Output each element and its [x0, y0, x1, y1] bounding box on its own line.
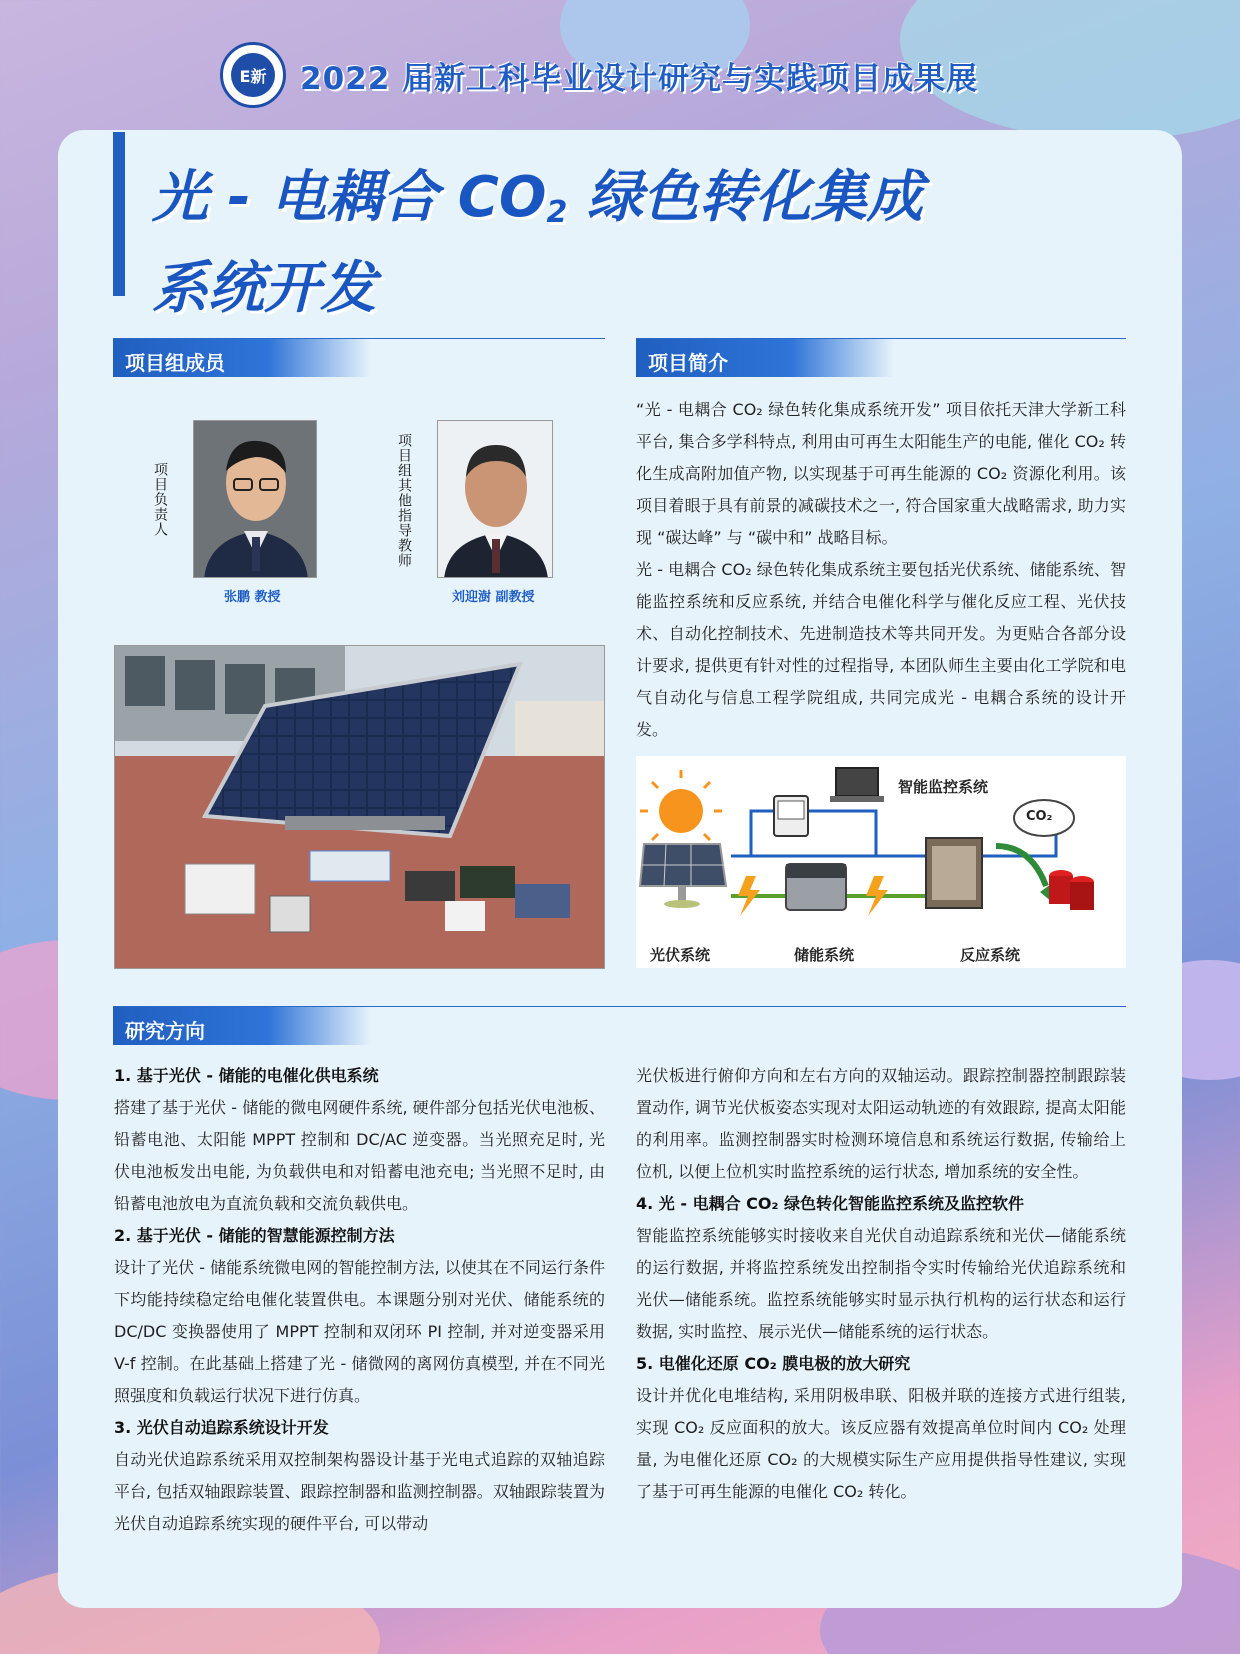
advisor-name-caption: 刘迎澍 副教授: [452, 590, 535, 605]
research-item-title: 4. 光 - 电耦合 CO₂ 绿色转化智能监控系统及监控软件: [636, 1194, 1025, 1213]
title-part1: 光 - 电耦合 CO: [152, 165, 547, 230]
reactor-icon: [926, 838, 982, 908]
intro-heading: 项目简介: [636, 339, 894, 377]
laptop-icon: [830, 768, 884, 802]
intro-text: [636, 394, 1126, 746]
solar-installation-photo: [114, 645, 605, 969]
research-item-title: 1. 基于光伏 - 储能的电催化供电系统: [114, 1066, 379, 1085]
research-item-body: 设计并优化电堆结构, 采用阴极串联、阳极并联的连接方式进行组装, 实现 CO₂ 反应面积的放大。该反应器有效提高单位时间内 CO₂ 处理量, 为电催化还原 CO₂ 的大规模实际生产应用提供指导性建议, 实现了基于可再生能源的电催化 CO₂ 转化。: [636, 1386, 1126, 1501]
advisor-portrait: [437, 420, 553, 578]
members-heading: 项目组成员: [113, 339, 371, 377]
research-item-title: 2. 基于光伏 - 储能的智慧能源控制方法: [114, 1226, 395, 1245]
research-item-body: 光伏板进行俯仰方向和左右方向的双轴运动。跟踪控制器控制跟踪装置动作, 调节光伏板姿态实现对太阳运动轨迹的有效跟踪, 提高太阳能的利用率。监测控制器实时检测环境信息和系统运行数据, 传输给上位机, 以便上位机实时监控系统的运行状态, 增加系统的安全性。: [636, 1066, 1126, 1181]
monitor-system-label: 智能监控系统: [898, 778, 989, 796]
research-column-right: [636, 1060, 1126, 1508]
research-item-title: 5. 电催化还原 CO₂ 膜电极的放大研究: [636, 1354, 911, 1373]
project-title: [152, 160, 1052, 327]
research-column-left: [114, 1060, 605, 1540]
solar-panel-icon: [640, 844, 726, 908]
new-engineering-logo: [220, 42, 286, 108]
leader-portrait: [193, 420, 317, 578]
leader-name-caption: 张鹏 教授: [224, 590, 281, 605]
research-heading: 研究方向: [113, 1007, 371, 1045]
research-item-title: 3. 光伏自动追踪系统设计开发: [114, 1418, 329, 1437]
research-section-header: [113, 1006, 1126, 1046]
sun-icon: [640, 770, 722, 852]
logo-mark: E新: [231, 53, 275, 97]
leader-role-label: 项目负责人: [152, 462, 168, 537]
co2-cloud-label: CO₂: [1026, 809, 1053, 824]
barrels-icon: [1049, 870, 1094, 910]
exhibition-title: 2022 届新工科毕业设计研究与实践项目成果展: [300, 60, 979, 97]
title-sub: 2: [546, 195, 568, 230]
members-section-header: [113, 338, 605, 378]
research-item-body: 自动光伏追踪系统采用双控制架构器设计基于光电式追踪的双轴追踪平台, 包括双轴跟踪装置、跟踪控制器和监测控制器。双轴跟踪装置为光伏自动追踪系统实现的硬件平台, 可以带动: [114, 1450, 605, 1533]
monitor-icon: [774, 796, 808, 836]
battery-icon: [786, 864, 846, 910]
intro-paragraph: “光 - 电耦合 CO₂ 绿色转化集成系统开发” 项目依托天津大学新工科平台, 集合多学科特点, 利用由可再生太阳能生产的电能, 催化 CO₂ 转化生成高附加值产物, 以实现基于可再生能源的 CO₂ 资源化利用。该项目着眼于具有前景的减碳技术之一, 符合国家重大战略需求, 助力实现 “碳达峰” 与 “碳中和” 战略目标。: [636, 400, 1126, 547]
research-item-body: 设计了光伏 - 储能系统微电网的智能控制方法, 以使其在不同运行条件下均能持续稳定给电催化装置供电。本课题分别对光伏、储能系统的 DC/DC 变换器使用了 MPPT 控制和双闭环 PI 控制, 并对逆变器采用 V-f 控制。在此基础上搭建了光 - 储微网的离网仿真模型, 并在不同光照强度和负载运行状况下进行仿真。: [114, 1258, 605, 1405]
research-item-body: 智能监控系统能够实时接收来自光伏自动追踪系统和光伏—储能系统的运行数据, 并将监控系统发出控制指令实时传输给光伏追踪系统和光伏—储能系统。监控系统能够实时显示执行机构的运行状态和运行数据, 实时监控、展示光伏—储能系统的运行状态。: [636, 1226, 1126, 1341]
research-item-body: 搭建了基于光伏 - 储能的微电网硬件系统, 硬件部分包括光伏电池板、铅蓄电池、太阳能 MPPT 控制和 DC/AC 逆变器。当光照充足时, 光伏电池板发出电能, 为负载供电和对铅蓄电池充电; 当光照不足时, 由铅蓄电池放电为直流负载和交流负载供电。: [114, 1098, 605, 1213]
title-part2: 绿色转化集成: [567, 165, 923, 230]
poster-header: [220, 40, 978, 110]
title-accent-bar: [113, 132, 125, 296]
intro-paragraph: 光 - 电耦合 CO₂ 绿色转化集成系统主要包括光伏系统、储能系统、智能监控系统和反应系统, 并结合电催化科学与催化反应工程、光伏技术、自动化控制技术、先进制造技术等共同开发。为更贴合各部分设计要求, 提供更有针对性的过程指导, 本团队师生主要由化工学院和电气自动化与信息工程学院组成, 共同完成光 - 电耦合系统的设计开发。: [636, 560, 1126, 739]
title-line2: 系统开发: [152, 256, 376, 321]
system-diagram: [636, 756, 1126, 968]
reactor-system-label: 反应系统: [960, 946, 1021, 964]
pv-system-label: 光伏系统: [650, 946, 711, 964]
advisor-role-label: 项目组其他指导教师: [396, 433, 412, 568]
intro-section-header: [636, 338, 1126, 378]
storage-system-label: 储能系统: [794, 946, 855, 964]
